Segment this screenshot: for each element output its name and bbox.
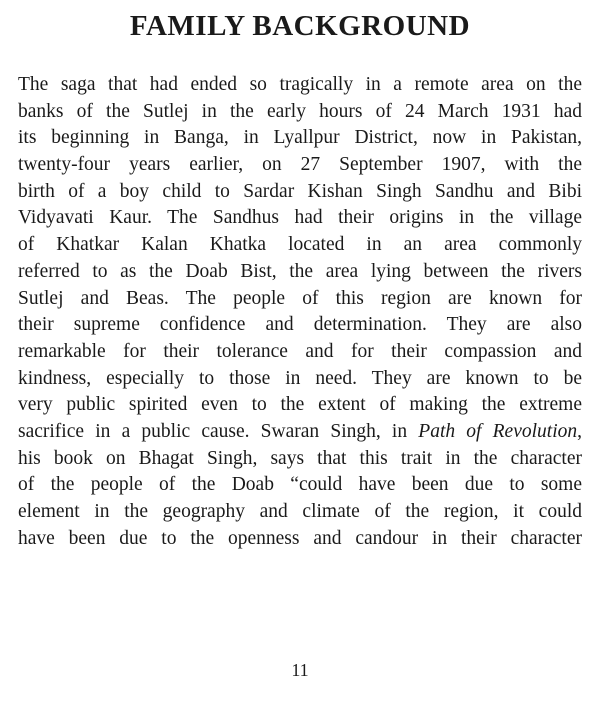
text-line-6: Vidyavati Kaur. The Sandhus had their origins in the village [18, 207, 582, 229]
text-line-7: of Khatkar Kalan Khatka located in an area commonly [18, 234, 582, 256]
text-line-13: very public spirited even to the extent of making the extreme [18, 394, 582, 416]
text-line-14 [18, 419, 582, 446]
text-line-1: The saga that had ended so tragically in a remote area on the [18, 74, 582, 95]
text-line-15: his book on Bhagat Singh, says that this trait in the character [18, 447, 582, 469]
text-line-5: birth of a boy child to Sardar Kishan Singh Sandhu and Bibi [18, 180, 582, 202]
text-line-11: remarkable for their tolerance and for their compassion and [18, 340, 582, 362]
text-line-3: its beginning in Banga, in Lyallpur District, now in Pakistan, [18, 127, 582, 149]
text-line-10: their supreme confidence and determination. They are also [18, 314, 582, 336]
text-line-14-lead: sacrifice in a public cause. Swaran Singh, in [18, 420, 419, 442]
text-line-8: referred to as the Doab Bist, the area lying between the rivers [18, 260, 582, 282]
text-line-16: of the people of the Doab “could have been due to some [18, 474, 582, 496]
text-line-9: Sutlej and Beas. The people of this region are known for [18, 287, 582, 309]
page-number: 11 [291, 660, 309, 680]
body-paragraph [18, 72, 582, 552]
text-line-4: twenty-four years earlier, on 27 September 1907, with the [18, 154, 582, 176]
book-title: Path of Revolution [418, 420, 578, 442]
text-line-2: banks of the Sutlej in the early hours of 24 March 1931 had [18, 100, 582, 122]
chapter-heading: FAMILY BACKGROUND [129, 10, 471, 42]
text-line-17: element in the geography and climate of the region, it could [18, 501, 582, 522]
text-line-18: have been due to the openness and candour in their character [18, 527, 582, 549]
book-title-punctuation: , [577, 420, 582, 442]
text-line-12: kindness, especially to those in need. They are known to be [18, 367, 582, 389]
